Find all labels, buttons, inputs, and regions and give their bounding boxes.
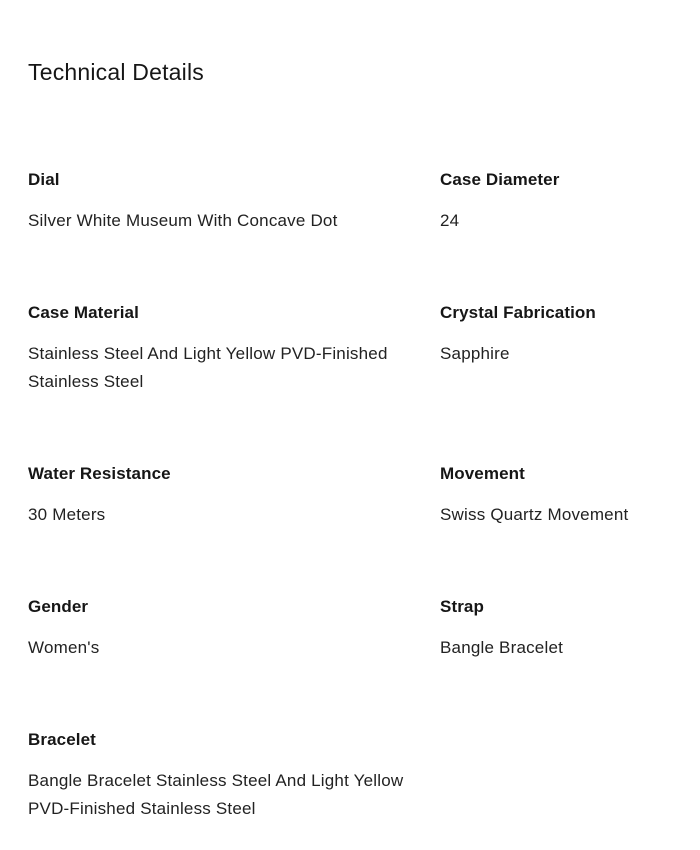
section-title: Technical Details [28, 59, 204, 85]
spec-item [28, 730, 418, 823]
spec-item [440, 170, 672, 235]
spec-label: Dial [28, 170, 60, 189]
spec-label: Gender [28, 597, 89, 616]
spec-value: 24 [440, 211, 460, 230]
spec-value: Sapphire [440, 344, 510, 363]
spec-label: Strap [440, 597, 484, 616]
spec-label: Movement [440, 464, 525, 483]
spec-item [440, 303, 672, 396]
spec-item [28, 303, 418, 396]
spec-value: Swiss Quartz Movement [440, 505, 629, 524]
spec-value: Bangle Bracelet [440, 638, 564, 657]
spec-value: Women's [28, 638, 100, 657]
spec-item [440, 464, 672, 529]
specs-grid [28, 170, 672, 823]
spec-label: Water Resistance [28, 464, 171, 483]
spec-value: 30 Meters [28, 505, 106, 524]
spec-label: Crystal Fabrication [440, 303, 596, 322]
spec-item [440, 597, 672, 662]
spec-item [28, 170, 418, 235]
spec-label: Case Material [28, 303, 139, 322]
spec-value: Stainless Steel And Light Yellow PVD-Finished Stainless Steel [28, 344, 388, 391]
spec-item [28, 597, 418, 662]
spec-label: Case Diameter [440, 170, 560, 189]
spec-value: Silver White Museum With Concave Dot [28, 211, 338, 230]
spec-label: Bracelet [28, 730, 96, 749]
spec-value: Bangle Bracelet Stainless Steel And Light Yellow PVD-Finished Stainless Steel [28, 771, 404, 818]
spec-item [28, 464, 418, 529]
